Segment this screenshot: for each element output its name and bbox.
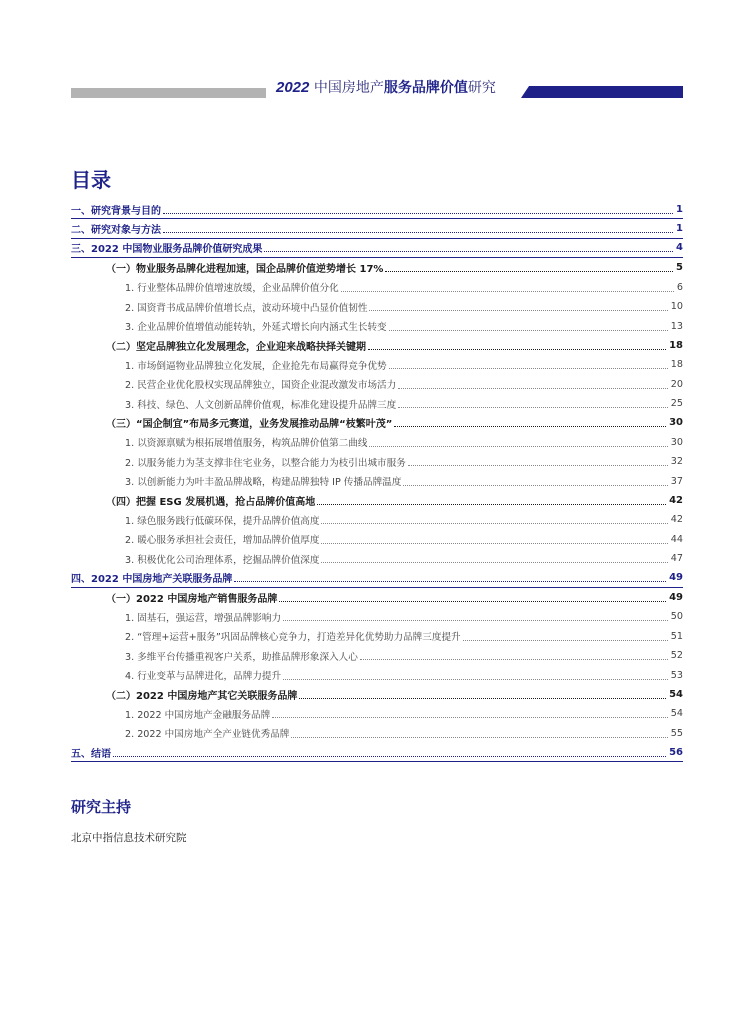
toc-leader-dots bbox=[283, 619, 668, 621]
toc-entry-label: 一、研究背景与目的 bbox=[71, 205, 161, 217]
toc-entry-page: 6 bbox=[676, 281, 683, 293]
toc-entry-page: 56 bbox=[669, 746, 683, 758]
toc-leader-dots bbox=[360, 658, 668, 660]
toc-entry-page: 53 bbox=[670, 669, 683, 681]
toc-entry-page: 10 bbox=[670, 301, 683, 313]
toc-entry-label: （二）坚定品牌独立化发展理念，企业迎来战略抉择关键期 bbox=[106, 341, 366, 353]
toc-leader-dots bbox=[398, 406, 668, 408]
toc-entry-page: 42 bbox=[670, 514, 683, 526]
toc-entry-label: 1. 固基石，强运营，增强品牌影响力 bbox=[125, 612, 282, 624]
toc-entry[interactable] bbox=[71, 375, 683, 394]
toc-entry-page: 54 bbox=[670, 708, 683, 720]
toc-entry[interactable] bbox=[71, 607, 683, 626]
toc-entry[interactable] bbox=[71, 219, 683, 238]
toc-entry-page: 37 bbox=[670, 475, 683, 487]
toc-entry-label: （二）2022 中国房地产其它关联服务品牌 bbox=[106, 690, 298, 702]
toc-leader-dots bbox=[394, 425, 666, 427]
toc-entry-label: 1. 行业整体品牌价值增速放缓，企业品牌价值分化 bbox=[125, 283, 339, 295]
toc-leader-dots bbox=[317, 503, 666, 505]
toc-entry-label: （三）“国企制宜”布局多元赛道，业务发展推动品牌“枝繁叶茂” bbox=[106, 419, 393, 431]
toc-entry-page: 4 bbox=[676, 242, 683, 254]
toc-entry[interactable] bbox=[71, 316, 683, 335]
toc-entry-page: 30 bbox=[669, 417, 683, 429]
toc-leader-dots bbox=[408, 464, 668, 466]
toc-entry-page: 1 bbox=[676, 203, 683, 215]
toc-entry[interactable] bbox=[71, 549, 683, 568]
toc-leader-dots bbox=[389, 367, 668, 369]
toc-entry[interactable] bbox=[71, 627, 683, 646]
toc-entry[interactable] bbox=[71, 297, 683, 316]
toc-entry-page: 49 bbox=[669, 592, 683, 603]
toc-entry[interactable] bbox=[71, 665, 683, 684]
toc-entry-page: 32 bbox=[670, 456, 683, 468]
toc-entry-label: 2. 2022 中国房地产全产业链优秀品牌 bbox=[125, 729, 290, 741]
toc-entry[interactable] bbox=[71, 743, 683, 762]
header-blue-bar bbox=[521, 86, 683, 98]
toc-leader-dots bbox=[369, 309, 667, 311]
toc-leader-dots bbox=[389, 329, 668, 331]
toc-entry-label: 二、研究对象与方法 bbox=[71, 225, 161, 237]
toc-entry[interactable] bbox=[71, 200, 683, 219]
toc-entry[interactable] bbox=[71, 278, 683, 297]
toc-entry[interactable] bbox=[71, 239, 683, 258]
toc-entry-label: 三、2022 中国物业服务品牌价值研究成果 bbox=[71, 244, 263, 256]
header-title-plain: 中国房地产 bbox=[313, 80, 384, 96]
toc-entry-page: 51 bbox=[670, 630, 683, 642]
toc-entry-page: 20 bbox=[670, 378, 683, 390]
research-host-heading: 研究主持 bbox=[71, 798, 132, 816]
toc-entry-label: 2. “管理+运营+服务”巩固品牌核心竞争力，打造差异化优势助力品牌三度提升 bbox=[125, 632, 461, 644]
toc-leader-dots bbox=[321, 542, 667, 544]
toc-entry[interactable] bbox=[71, 510, 683, 529]
toc-entry-label: 2. 以服务能力为茎支撑非住宅业务，以整合能力为枝引出城市服务 bbox=[125, 457, 406, 469]
header-year: 2022 bbox=[276, 79, 310, 96]
toc-entry-label: 2. 国资背书成品牌价值增长点，波动环境中凸显价值韧性 bbox=[125, 302, 368, 314]
toc-entry-page: 49 bbox=[669, 572, 683, 584]
toc-entry-page: 42 bbox=[669, 495, 683, 507]
toc-entry-label: （一）2022 中国房地产销售服务品牌 bbox=[106, 594, 278, 605]
toc-entry[interactable] bbox=[71, 646, 683, 665]
toc-entry-label: 四、2022 中国房地产关联服务品牌 bbox=[71, 574, 233, 586]
toc-leader-dots bbox=[463, 639, 668, 641]
toc-entry[interactable] bbox=[71, 433, 683, 452]
toc-leader-dots bbox=[234, 580, 666, 582]
toc-entry-label: 3. 多维平台传播重视客户关系，助推品牌形象深入人心 bbox=[125, 651, 358, 663]
toc-entry-page: 55 bbox=[670, 727, 683, 739]
toc-entry-page: 18 bbox=[669, 339, 683, 351]
toc-entry-label: 1. 市场倒逼物业品牌独立化发展，企业抢先布局赢得竞争优势 bbox=[125, 360, 387, 372]
toc-leader-dots bbox=[385, 270, 673, 272]
toc-entry[interactable] bbox=[71, 452, 683, 471]
header-title-suffix: 研究 bbox=[467, 80, 496, 96]
toc-entry[interactable] bbox=[71, 568, 683, 587]
toc-entry-page: 1 bbox=[676, 223, 683, 235]
toc-leader-dots bbox=[279, 600, 666, 602]
toc-entry-label: （一）物业服务品牌化进程加速，国企品牌价值逆势增长 17% bbox=[106, 264, 384, 276]
toc-entry-label: 3. 积极优化公司治理体系，挖掘品牌价值深度 bbox=[125, 554, 320, 566]
header-title-highlight: 服务品牌价值 bbox=[383, 80, 468, 96]
toc-heading: 目录 bbox=[71, 168, 111, 192]
toc-leader-dots bbox=[403, 484, 667, 486]
toc-entry-label: 3. 企业品牌价值增值动能转轨，外延式增长向内涵式生长转变 bbox=[125, 322, 387, 334]
toc-entry-page: 13 bbox=[670, 320, 683, 332]
toc-leader-dots bbox=[163, 231, 673, 233]
toc-entry-page: 25 bbox=[670, 398, 683, 410]
toc-entry-label: 五、结语 bbox=[71, 748, 111, 760]
toc-leader-dots bbox=[299, 697, 666, 699]
toc-entry-page: 44 bbox=[670, 533, 683, 545]
toc-entry[interactable] bbox=[71, 704, 683, 723]
toc-entry[interactable] bbox=[71, 413, 683, 432]
toc-leader-dots bbox=[264, 250, 673, 252]
toc-leader-dots bbox=[321, 522, 667, 524]
toc-entry-label: 4. 行业变革与品牌进化，品牌力提升 bbox=[125, 671, 282, 683]
toc-entry-label: 3. 科技、绿色、人文创新品牌价值观，标准化建设提升品牌三度 bbox=[125, 399, 397, 411]
toc-entry-page: 54 bbox=[669, 688, 683, 700]
toc-entry[interactable] bbox=[71, 588, 683, 607]
header-gray-bar bbox=[71, 88, 266, 98]
toc-entry-page: 30 bbox=[670, 436, 683, 448]
organization-name: 北京中指信息技术研究院 bbox=[71, 832, 187, 844]
report-header-title bbox=[276, 78, 496, 98]
toc-leader-dots bbox=[398, 387, 668, 389]
toc-entry-page: 5 bbox=[676, 262, 683, 274]
toc-leader-dots bbox=[369, 445, 667, 447]
toc-leader-dots bbox=[291, 736, 667, 738]
toc-entry[interactable] bbox=[71, 471, 683, 490]
toc-leader-dots bbox=[283, 678, 668, 680]
toc-entry[interactable] bbox=[71, 724, 683, 743]
toc-entry-page: 18 bbox=[670, 359, 683, 371]
toc-entry-label: 1. 2022 中国房地产金融服务品牌 bbox=[125, 709, 271, 721]
toc-entry-label: 2. 暖心服务承担社会责任，增加品牌价值厚度 bbox=[125, 535, 320, 547]
toc-leader-dots bbox=[163, 212, 673, 214]
toc-entry[interactable] bbox=[71, 685, 683, 704]
toc-entry-page: 47 bbox=[670, 553, 683, 565]
toc-leader-dots bbox=[272, 716, 668, 718]
toc-leader-dots bbox=[113, 755, 666, 757]
toc-entry-label: 1. 以资源禀赋为根拓展增值服务，构筑品牌价值第二曲线 bbox=[125, 438, 368, 450]
toc-entry-label: （四）把握 ESG 发展机遇，抢占品牌价值高地 bbox=[106, 497, 316, 509]
toc-leader-dots bbox=[341, 290, 674, 292]
toc-entry-label: 3. 以创新能力为叶丰盈品牌战略，构建品牌独特 IP 传播品牌温度 bbox=[125, 477, 402, 489]
toc-entry[interactable] bbox=[71, 394, 683, 413]
toc-entry-page: 52 bbox=[670, 650, 683, 662]
toc-entry-label: 2. 民营企业优化股权实现品牌独立，国资企业混改激发市场活力 bbox=[125, 380, 397, 392]
toc-entry[interactable] bbox=[71, 355, 683, 374]
toc-entry[interactable] bbox=[71, 530, 683, 549]
toc-entry-page: 50 bbox=[670, 611, 683, 623]
toc-leader-dots bbox=[321, 561, 667, 563]
toc-entry[interactable] bbox=[71, 491, 683, 510]
toc-entry[interactable] bbox=[71, 336, 683, 355]
table-of-contents bbox=[71, 200, 683, 762]
toc-entry[interactable] bbox=[71, 258, 683, 277]
toc-leader-dots bbox=[368, 348, 666, 350]
toc-entry-label: 1. 绿色服务践行低碳环保，提升品牌价值高度 bbox=[125, 515, 320, 527]
